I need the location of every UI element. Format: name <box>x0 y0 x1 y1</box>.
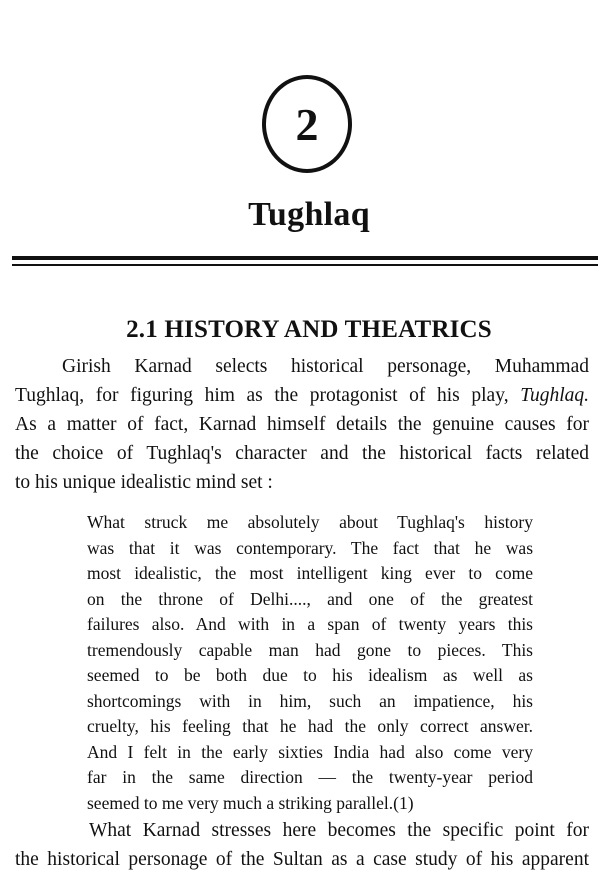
quote-line: seemed to be both due to his idealism as well as <box>87 665 533 685</box>
chapter-number-circle <box>262 75 352 173</box>
paragraph-continuation <box>15 816 589 874</box>
quote-line: What struck me absolutely about Tughlaq's history <box>87 512 533 532</box>
chapter-number: 2 <box>295 99 319 150</box>
quote-line: most idealistic, the most intelligent king ever to come <box>87 563 533 583</box>
paragraph-text: Tughlaq, for figuring him as the protagonist of his play, <box>15 385 521 406</box>
paragraph-line: As a matter of fact, Karnad himself details the genuine causes for <box>15 414 589 435</box>
paragraph-line: the historical personage of the Sultan as a case study of his apparent <box>15 849 589 870</box>
paragraph-line: the choice of Tughlaq's character and the historical facts related <box>15 443 589 464</box>
paragraph-line: to his unique idealistic mind set : <box>15 472 273 493</box>
block-quote <box>87 510 533 816</box>
paragraph-intro <box>15 352 589 497</box>
quote-line: cruelty, his feeling that he had the only correct answer. <box>87 716 533 736</box>
title-rule-thin <box>12 264 598 266</box>
paragraph-line: Girish Karnad selects historical personage, Muhammad <box>62 356 589 377</box>
quote-line: failures also. And with in a span of twenty years this <box>87 614 533 634</box>
quote-line: seemed to me very much a striking parallel.(1) <box>87 792 414 813</box>
quote-line: far in the same direction — the twenty-year period <box>87 767 533 787</box>
title-rule-thick <box>12 256 598 260</box>
quote-line: And I felt in the early sixties India had also come very <box>87 741 533 762</box>
chapter-title: Tughlaq <box>248 196 370 233</box>
play-title-italic: Tughlaq. <box>520 385 589 406</box>
quote-line: on the throne of Delhi...., and one of the greatest <box>87 588 533 609</box>
paragraph-line: What Karnad stresses here becomes the specific point for <box>89 820 589 841</box>
quote-line: tremendously capable man had gone to pieces. This <box>87 639 533 660</box>
section-heading: 2.1 HISTORY AND THEATRICS <box>126 316 492 343</box>
paragraph-line <box>15 381 589 410</box>
quote-line: was that it was contemporary. The fact that he was <box>87 537 533 558</box>
quote-line: shortcomings with in him, such an impatience, his <box>87 690 533 711</box>
